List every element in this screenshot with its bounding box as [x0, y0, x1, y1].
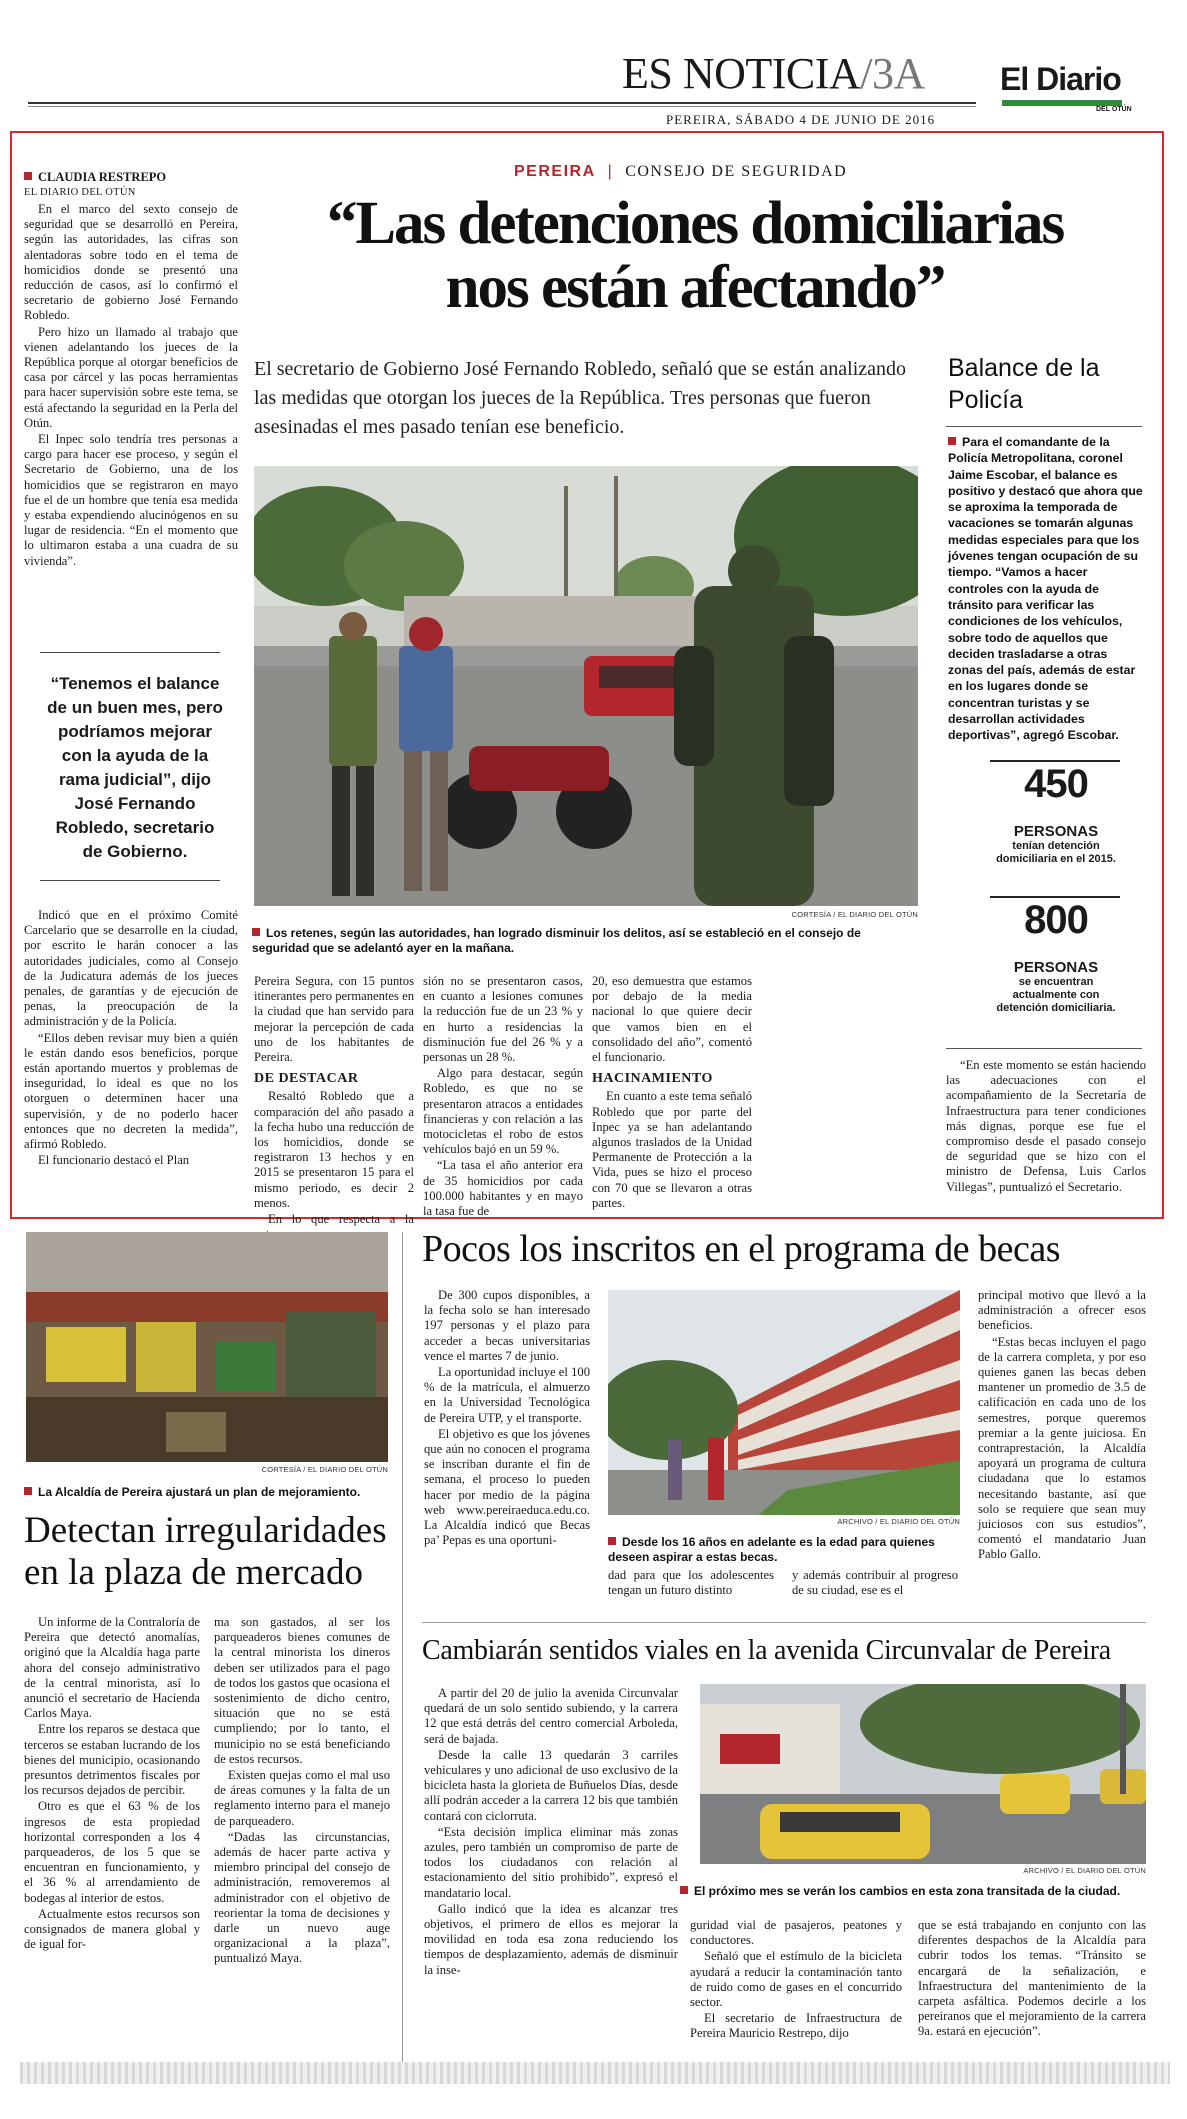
kicker-city: PEREIRA [514, 163, 596, 180]
paragraph: De 300 cupos disponibles, a la fecha solo se han interesado 197 personas y el plazo para acceder a becas universitarias vence el martes 7 de junio. [424, 1288, 590, 1363]
byline [24, 170, 234, 198]
paragraph: Desde la calle 13 quedarán 3 carriles vehiculares y uno adicional de uso exclusivo de la bicicleta hasta la glorieta de Buñuelos Días, desde allí podrán acceder a la carrera 12 bis que también contará con ciclorruta. [424, 1747, 678, 1823]
paragraph: Entre los reparos se destaca que terceros se estaban lucrando de los bienes del municipio, ocasionando presuntos detrimentos fiscales por los recursos dejados de percibir. [24, 1722, 200, 1798]
paragraph: dad para que los adolescentes tengan un futuro distinto [608, 1568, 774, 1598]
kicker-topic: CONSEJO DE SEGURIDAD [625, 163, 848, 180]
paragraph: Actualmente estos recursos son consignados de manera global y de igual for- [24, 1906, 200, 1952]
section-name: ES NOTICIA [622, 49, 861, 98]
subhead-de-destacar: DE DESTACAR [254, 1071, 359, 1087]
paragraph: En cuanto a este tema señaló Robledo que por parte del Inpec ya se han adelantando algunos traslados de la Unidad Permanente de Protección a la Vida, pues se hizo el proceso con 70 que se llevaron a otras partes. [592, 1089, 752, 1210]
deck: El secretario de Gobierno José Fernando Robledo, señaló que se están analizando las medidas que otorgan los jueces de la República. Tres personas que fueron asesinadas el mes pasado tenían ese beneficio. [254, 358, 907, 438]
stat-description: tenían detención domiciliaria en el 2015. [996, 840, 1116, 865]
mercado-col-1 [24, 1615, 200, 1953]
paragraph: El funcionario destacó el Plan [38, 1153, 190, 1168]
paragraph: Gallo indicó que la idea es alcanzar tres objetivos, el primero de ellos es mejorar la movilidad en toda esa zona reduciendo los tiempos de desplazamiento, además de disminuir la inse- [424, 1901, 678, 1977]
paragraph: 20, eso demuestra que estamos por debajo de la media nacional lo que quiere decir que vamos bien en el consolidado del año”, comentó el funcionario. [592, 974, 752, 1065]
headline-line-2: en la plaza de mercado [24, 1552, 363, 1593]
paragraph: “En este momento se están haciendo las adecuaciones con el acompañamiento de la Secretaría de Infraestructura para tener condiciones más dignas, porque ese fue el compromiso desde el pasado consejo de seguridad que se hizo con el ministro de Defensa, Luis Carlos Villegas”, puntualizó el Secretario. [946, 1058, 1146, 1194]
vial-photo [700, 1684, 1146, 1864]
stat-block-450 [958, 762, 1154, 866]
stat-label: PERSONAS [1013, 823, 1099, 840]
stat-label: PERSONAS [1013, 959, 1099, 976]
brand-logo [1000, 62, 1166, 122]
paragraph: Existen quejas como el mal uso de áreas comunes y la falta de un reglamento interno para el manejo de parqueadero. [214, 1768, 390, 1828]
bullet-square-icon [948, 437, 956, 445]
bullet-square-icon [608, 1537, 616, 1545]
main-col-left-top [24, 202, 238, 570]
paragraph: “Ellos deben revisar muy bien a quién le están dando esos beneficios, porque están aportando muertos y problemas de inseguridad, lo ideal es que no los otorguen o determinen hacer una supervisión, y de no poderlo hacer entonces que no decreten la medida”, afirmó Robledo. [24, 1030, 238, 1152]
vial-photo-credit: ARCHIVO / EL DIARIO DEL OTÚN [1023, 1866, 1146, 1875]
section-title: ES NOTICIA/3A [622, 49, 925, 98]
main-photo-checkpoint [254, 466, 918, 906]
becas-photo-caption: Desde los 16 años en adelante es la edad para quienes deseen aspirar a estas becas. [608, 1535, 935, 1564]
main-col-left-bottom [24, 908, 238, 1169]
byline-org: EL DIARIO DEL OTÚN [24, 187, 136, 198]
paragraph: El Inpec solo tendría tres personas a cargo para hacer ese proceso, y según el Secretario de Gobierno, una de los homicidios que se registraron en mayo fue el de un hombre que tenía esa medida y estaba expendiendo alucinógenos en su lugar de residencia. “En el momento que lo ultimaron estaba a una cuadra de su vivienda”. [24, 432, 238, 568]
brand-sub: DEL OTÚN [1096, 106, 1132, 113]
stat-number: 450 [1024, 762, 1088, 806]
brand-name: El Diario [1000, 61, 1121, 97]
sidebar-closing [946, 1058, 1146, 1196]
main-headline [250, 192, 1140, 320]
main-photo-caption: Los retenes, según las autoridades, han logrado disminuir los delitos, así se estableció en el consejo de seguridad que se adelantó ayer en la mañana. [252, 926, 861, 955]
page-number: 3A [871, 49, 925, 98]
becas-col-3-tail [792, 1568, 958, 1599]
paragraph: “Estas becas incluyen el pago de la carrera completa, y por eso quienes ganen las becas deben mantener un promedio de 3.5 de calificación en cada uno de los semestres, porque queremos premiar a la gente juiciosa. En contraprestación, la Alcaldía apoyará un programa de cultura ciudadana que lo estamos necesitando bastante, así que solo se requiere que sean muy juiciosos con sus estudios”, comentó el mandatario Juan Pablo Gallo. [978, 1334, 1146, 1562]
becas-col-4 [978, 1288, 1146, 1564]
paragraph: Otro es que el 63 % de los ingresos de esta propiedad horizontal corresponden a los 4 parqueaderos, de los 5 que se encuentran en funcionamiento, y el 36 % al arrendamiento de bodegas al interior de estos. [24, 1799, 200, 1905]
paragraph: En lo que respecta a la [268, 1212, 414, 1227]
paragraph: que se está trabajando en conjunto con las diferentes despachos de la Alcaldía para cubrir todos los temas. “Tránsito se encargará de la señalización, e Infraestructura del mantenimiento de la carpeta asfáltica. Podemos decirle a los pereiranos que el mejoramiento de la carrera 9a. estará en ejecución”. [918, 1918, 1146, 2039]
headline-line-1: Detectan irregularidades [24, 1510, 387, 1551]
paragraph: y además contribuir al progreso de su ciudad, ese es el [792, 1568, 958, 1598]
main-col-4 [592, 974, 752, 1212]
paragraph: Indicó que en el próximo Comité Carcelario que se desarrolle en la ciudad, por escrito le harán conocer a las autoridades judiciales, como al Consejo de la Judicatura además de los jueces penales, de garantías y de ejecución de penas, la preocupación de la administración y de la Policía. [24, 908, 238, 1029]
main-col-2 [254, 974, 414, 1243]
becas-photo-credit: ARCHIVO / EL DIARIO DEL OTÚN [837, 1517, 960, 1526]
vial-headline: Cambiarán sentidos viales en la avenida Circunvalar de Pereira [422, 1635, 1111, 1666]
paragraph: La oportunidad incluye el 100 % de la matrícula, el almuerzo en la Universidad Tecnológica de Pereira UTP, y el transporte. [424, 1365, 590, 1425]
page-bottom-strip [20, 2062, 1170, 2084]
stat-block-800 [958, 898, 1154, 1015]
paragraph: principal motivo que llevó a la administración a ofrecer esos beneficios. [978, 1288, 1146, 1333]
subhead-hacinamiento: HACINAMIENTO [592, 1071, 713, 1087]
headline-line-1: “Las detenciones domiciliarias [326, 190, 1064, 257]
paragraph: El secretario de Infraestructura de Pereira Mauricio Restrepo, dijo [690, 2011, 902, 2041]
becas-col-1 [424, 1288, 590, 1549]
bullet-square-icon [24, 172, 32, 180]
bullet-square-icon [252, 928, 260, 936]
vial-col-1 [424, 1686, 678, 1979]
bullet-square-icon [680, 1886, 688, 1894]
bullet-square-icon [24, 1487, 32, 1495]
pull-quote: “Tenemos el balance de un buen mes, pero podríamos mejorar con la ayuda de la rama judicial”, dijo José Fernando Robledo, secretario de Gobierno. [47, 674, 223, 861]
paragraph: “La tasa el año anterior era de 35 homicidios por cada 100.000 habitantes y en mayo la tasa fue de [423, 1158, 583, 1219]
paragraph: ma son gastados, al ser los parqueaderos bienes comunes de la central minorista los dineros deben ser utilizados para el pago de todos los gastos que ocasiona el sostenimiento de dicho centro, situación que no se está cumpliendo; por lo tanto, el municipio no se está beneficiando de estos recursos. [214, 1615, 390, 1766]
paragraph: Resaltó Robledo que a comparación del año pasado a la fecha hubo una reducción de los homicidios, donde se registraron 13 hechos y en 2015 se presentaron 15 para el mismo periodo, es decir 2 menos. [254, 1089, 414, 1210]
paragraph: El objetivo es que los jóvenes que aún no conocen el programa se inscriban durante el fin de semana, el proceso lo pueden hacer por medio de la página web www.pereiraeduca.edu.co. La Alcaldía indicó que Becas pa’ Pepas es una oportuni- [424, 1426, 590, 1548]
mercado-photo [26, 1232, 388, 1462]
page-header [28, 40, 1168, 127]
becas-headline: Pocos los inscritos en el programa de becas [422, 1228, 1061, 1270]
mercado-headline [24, 1510, 394, 1594]
paragraph: Pero hizo un llamado al trabajo que vienen adelantando los jueces de la República porque al otorgar beneficios de casa por cárcel y las pocas herramientas para hacer supervisión sobre este tema, se está afectando la seguridad en la Perla del Otún. [24, 324, 238, 430]
mercado-col-2 [214, 1615, 390, 1968]
main-col-3 [423, 974, 583, 1220]
vial-col-3 [918, 1918, 1146, 2041]
paragraph: “Esta decisión implica eliminar más zonas azules, pero también un compromiso de parte de todos los ciudadanos con relación al estacionamiento del sitio prohibido”, expresó el mandatario local. [424, 1824, 678, 1900]
sidebar-text: Para el comandante de la Policía Metropolitana, coronel Jaime Escobar, el balance es positivo y destacó que ahora que se aproxima la temporada de vacaciones se tomarán algunas medidas especiales para que los jóvenes tengan ocupación de su tiempo. “Vamos a hacer controles con la ayuda de tránsito para verificar las condiciones de los vehículos, sobre todo de aquellos que deciden trasladarse a otras zonas del país, además de estar en los lugares donde se concentran turistas y se desarrollan actividades deportivas”, agregó Escobar. [948, 435, 1143, 743]
paragraph: Un informe de la Contraloría de Pereira que detectó anomalías, originó que la Alcaldía haga parte ahora del consejo administrativo de la central minorista, así lo anunció el secretario de Hacienda Carlos Maya. [24, 1615, 200, 1721]
stat-number: 800 [1024, 898, 1088, 942]
paragraph: En el marco del sexto consejo de seguridad que se desarrolló en Pereira, según las autoridades, las cifras son alentadoras sobre todo en el tema de homicidios donde se presentó una reducción de casos, así lo confirmó el secretario de gobierno José Fernando Robledo. [24, 202, 238, 323]
paragraph: Señaló que el estímulo de la bicicleta ayudará a reducir la contaminación tanto de ruido como de gases en el concurrido sector. [690, 1949, 902, 2010]
stat-description: se encuentran actualmente con detención domiciliaria. [996, 976, 1116, 1014]
dateline: PEREIRA, SÁBADO 4 DE JUNIO DE 2016 [666, 112, 936, 127]
paragraph: guridad vial de pasajeros, peatones y conductores. [690, 1918, 902, 1948]
header-rule [28, 102, 976, 104]
paragraph: Pereira Segura, con 15 puntos itinerantes pero permanentes en la ciudad que han servido para mejorar la percepción de cada uno de los habitantes de Pereira. [254, 974, 414, 1065]
mercado-photo-credit: CORTESÍA / EL DIARIO DEL OTÚN [261, 1465, 388, 1474]
main-photo-credit: CORTESÍA / EL DIARIO DEL OTÚN [791, 910, 918, 919]
column-divider [402, 1232, 403, 2062]
paragraph: Algo para destacar, según Robledo, es que no se presentaron atracos a entidades financieras y con relación a las motocicletas el robo de estos vehículos bajó en un 59 %. [423, 1066, 583, 1157]
kicker: PEREIRA | CONSEJO DE SEGURIDAD [514, 163, 848, 180]
paragraph: sión no se presentaron casos, en cuanto a lesiones comunes la reducción fue de un 23 % y en hurto a residencias la disminución fue del 26 % y a personas un 28 %. [423, 974, 583, 1065]
vial-photo-caption: El próximo mes se verán los cambios en esta zona transitada de la ciudad. [680, 1884, 1146, 1899]
paragraph: A partir del 20 de julio la avenida Circunvalar quedará de un solo sentido subiendo, y la carrera 12 que está detrás del centro comercial Arboleda, será de bajada. [424, 1686, 678, 1746]
paragraph: “Dadas las circunstancias, además de hacer parte activa y miembro principal del consejo de administración, removeremos al administrador con el objetivo de reorientar la toma de decisiones y darle un nuevo auge organizacional a la plaza”, puntualizó Maya. [214, 1829, 390, 1966]
becas-photo [608, 1290, 960, 1515]
mercado-photo-caption: La Alcaldía de Pereira ajustará un plan de mejoramiento. [24, 1485, 388, 1500]
byline-author: CLAUDIA RESTREPO [38, 170, 167, 184]
vial-col-2 [690, 1918, 902, 2043]
becas-col-2-tail [608, 1568, 774, 1599]
headline-line-2: nos están afectando” [445, 254, 945, 321]
sidebar-title: Balance de la Policía [948, 354, 1100, 414]
